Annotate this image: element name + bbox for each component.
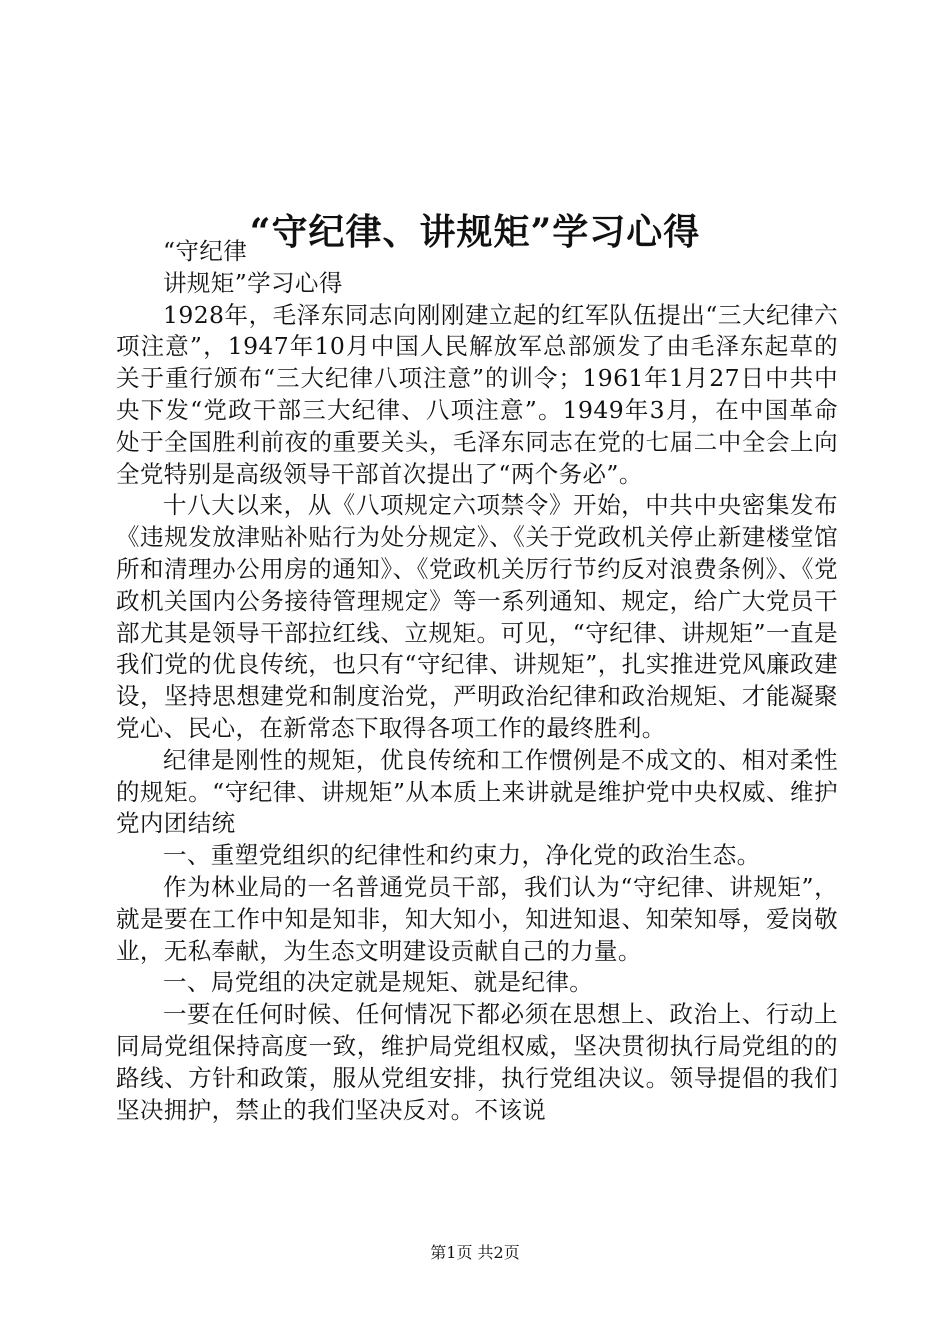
paragraph: 1928年，毛泽东同志向刚刚建立起的红军队伍提出“三大纪律六项注意”，1947年10月中国人民解放军总部颁发了由毛泽东起草的关于重行颁布“三大纪律八项注意”的训令；1961年1月27日中共中央下发“党政干部三大纪律、八项注意”。1949年3月，在中国革命处于全国胜利前夜的重要关头，毛泽东同志在党的七届二中全会上向全党特别是高级领导干部首次提出了“两个务必”。: [116, 300, 838, 488]
paragraph: 一、局党组的决定就是规矩、就是纪律。: [163, 968, 594, 997]
paragraph: 讲规矩”学习心得: [163, 268, 343, 297]
paragraph: 一要在任何时候、任何情况下都必须在思想上、政治上、行动上同局党组保持高度一致，维护局党组权威，坚决贯彻执行局党组的的路线、方针和政策，服从党组安排，执行党组决议。领导提倡的我们坚决拥护，禁止的我们坚决反对。不该说: [116, 1000, 838, 1124]
paragraph: 十八大以来，从《八项规定六项禁令》开始，中共中央密集发布《违规发放津贴补贴行为处分规定》、《关于党政机关停止新建楼堂馆所和清理办公用房的通知》、《党政机关厉行节约反对浪费条例》、《党政机关国内公务接待管理规定》等一系列通知、规定，给广大党员干部尤其是领导干部拉红线、立规矩。可见，“守纪律、讲规矩”一直是我们党的优良传统，也只有“守纪律、讲规矩”，扎实推进党风廉政建设，坚持思想建党和制度治党，严明政治纪律和政治规矩、才能凝聚党心、民心，在新常态下取得各项工作的最终胜利。: [116, 491, 838, 742]
paragraph: 纪律是刚性的规矩，优良传统和工作惯例是不成文的、相对柔性的规矩。“守纪律、讲规矩”从本质上来讲就是维护党中央权威、维护党内团结统: [116, 745, 838, 838]
paragraph: 作为林业局的一名普通党员干部，我们认为“守纪律、讲规矩”，就是要在工作中知是知非，知大知小，知进知退、知荣知辱，爱岗敬业，无私奉献，为生态文明建设贡献自己的力量。: [116, 872, 838, 965]
paragraph: “守纪律: [163, 237, 248, 265]
paragraph: 一、重塑党组织的纪律性和约束力，净化党的政治生态。: [163, 841, 761, 870]
page-number-footer: 第1页 共2页: [430, 1243, 520, 1262]
document-title: “守纪律、讲规矩”学习心得: [249, 211, 701, 254]
document-body: [116, 236, 838, 1126]
